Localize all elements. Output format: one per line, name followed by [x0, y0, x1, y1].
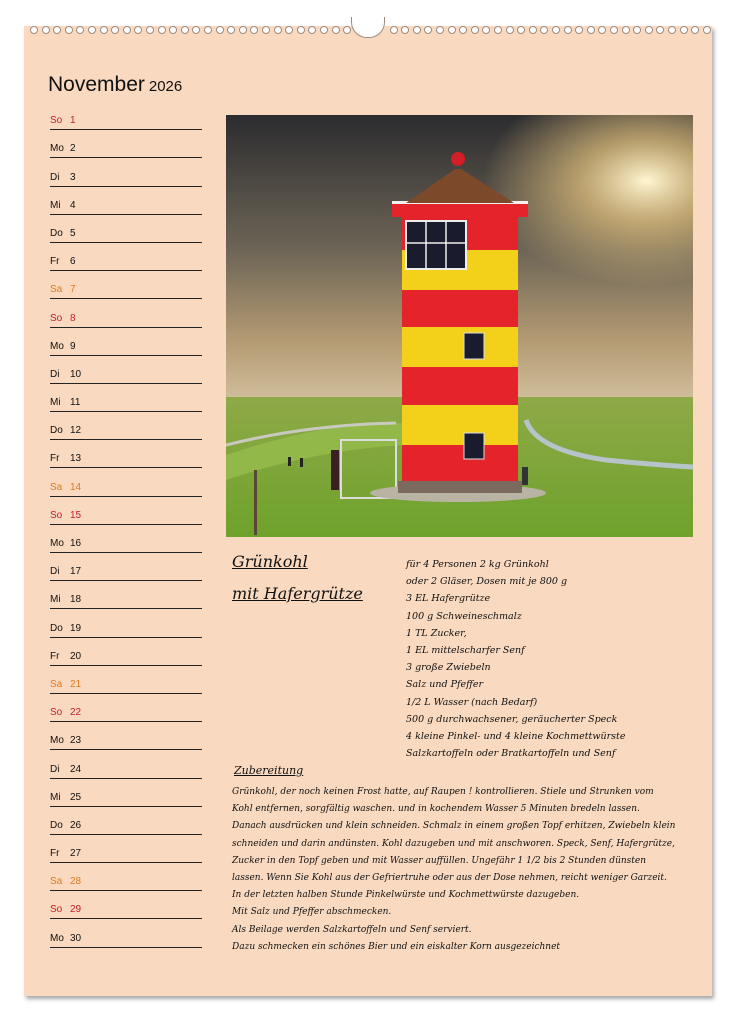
day-number: 7 — [70, 284, 76, 296]
day-number: 5 — [70, 227, 76, 239]
weekday-label: Mo — [50, 932, 64, 944]
weekday-label: Sa — [50, 678, 63, 690]
day-number: 27 — [70, 848, 82, 860]
binding-hole — [506, 26, 514, 34]
ingredients-list — [406, 556, 625, 762]
ingredient-line: 1 TL Zucker, — [406, 627, 467, 639]
day-number: 22 — [70, 707, 82, 719]
binding-hole — [204, 26, 212, 34]
day-row — [50, 863, 202, 891]
weekday-label: So — [50, 707, 63, 719]
weekday-label: So — [50, 312, 63, 324]
day-number: 17 — [70, 566, 82, 578]
binding-hole — [552, 26, 560, 34]
weekday-label: Do — [50, 227, 63, 239]
day-row — [50, 356, 202, 384]
binding-hole — [564, 26, 572, 34]
preparation-heading: Zubereitung — [234, 764, 304, 777]
month-title — [48, 73, 182, 97]
ingredient-line: für 4 Personen 2 kg Grünkohl — [406, 559, 549, 570]
weekday-label: Mi — [50, 397, 61, 409]
binding-hole — [42, 26, 50, 34]
day-row — [50, 215, 202, 243]
day-number: 14 — [70, 481, 82, 493]
day-number: 4 — [70, 199, 76, 211]
day-number: 25 — [70, 791, 82, 803]
day-row — [50, 102, 202, 130]
binding-hole — [494, 26, 502, 34]
day-row — [50, 722, 202, 750]
binding-hole — [297, 26, 305, 34]
weekday-label: Di — [50, 763, 60, 775]
day-number: 26 — [70, 819, 82, 831]
day-row — [50, 779, 202, 807]
day-row — [50, 609, 202, 637]
ingredient-line: 4 kleine Pinkel- und 4 kleine Kochmettwürste — [406, 731, 626, 743]
day-number: 3 — [70, 171, 76, 183]
day-number: 30 — [70, 932, 82, 944]
binding-hole — [250, 26, 258, 34]
preparation-line: Kohl entfernen, sorgfältig waschen. und in kochendem Wasser 5 Minuten bredeln lassen. — [232, 804, 640, 815]
lighthouse-photo — [226, 115, 693, 537]
weekday-label: Sa — [50, 284, 63, 296]
ingredient-line: 500 g durchwachsener, geräucherter Speck — [406, 713, 618, 725]
preparation-line: In der letzten halben Stunde Pinkelwürste und Kochmettwürste dazugeben. — [232, 890, 580, 901]
weekday-label: Di — [50, 171, 60, 183]
binding-hole — [459, 26, 467, 34]
day-number: 8 — [70, 312, 76, 324]
binding-hole — [691, 26, 699, 34]
weekday-label: Fr — [50, 256, 60, 268]
binding-hole — [517, 26, 525, 34]
day-row — [50, 187, 202, 215]
day-list — [50, 102, 202, 948]
day-row — [50, 384, 202, 412]
year: 2026 — [148, 78, 183, 95]
weekday-label: Mo — [50, 143, 64, 155]
binding-hole — [413, 26, 421, 34]
binding-hole — [123, 26, 131, 34]
binding-hole — [274, 26, 282, 34]
day-row — [50, 468, 202, 496]
day-row — [50, 891, 202, 919]
day-number: 2 — [70, 143, 76, 155]
binding-hole — [540, 26, 548, 34]
binding-hole — [111, 26, 119, 34]
binding-hole — [146, 26, 154, 34]
binding-hole — [668, 26, 676, 34]
day-number: 16 — [70, 538, 82, 549]
binding-hole — [76, 26, 84, 34]
day-number: 9 — [70, 340, 76, 352]
binding-hole — [100, 26, 108, 34]
day-row — [50, 666, 202, 694]
binding-hole — [158, 26, 166, 34]
weekday-label: Mo — [50, 340, 64, 352]
weekday-label: Sa — [50, 876, 63, 888]
ingredient-line: 1 EL mittelscharfer Senf — [406, 645, 525, 657]
preparation-line: Grünkohl, der noch keinen Frost hatte, auf Raupen ! kontrollieren. Stiele und Strunken vom — [232, 787, 654, 797]
binding-hole — [598, 26, 606, 34]
weekday-label: Do — [50, 425, 63, 437]
day-row — [50, 412, 202, 440]
binding-hole — [622, 26, 630, 34]
day-row — [50, 807, 202, 835]
weekday-label: Mi — [50, 199, 61, 211]
recipe-title-line1: Grünkohl — [232, 552, 308, 571]
weekday-label: So — [50, 115, 63, 127]
binding-hole — [645, 26, 653, 34]
day-row — [50, 271, 202, 299]
preparation-line: Mit Salz und Pfeffer abschmecken. — [232, 907, 392, 918]
day-number: 19 — [70, 622, 82, 634]
binding-hole — [482, 26, 490, 34]
binding-hole — [656, 26, 664, 34]
day-row — [50, 525, 202, 553]
day-number: 21 — [70, 678, 82, 690]
binding-hole — [320, 26, 328, 34]
ingredient-line: 1/2 L Wasser (nach Bedarf) — [406, 696, 538, 708]
ingredient-line: oder 2 Gläser, Dosen mit je 800 g — [406, 576, 568, 588]
day-row — [50, 835, 202, 863]
binding-hole — [285, 26, 293, 34]
binding-hole — [633, 26, 641, 34]
day-number: 1 — [70, 115, 76, 127]
binding-hole — [401, 26, 409, 34]
ingredient-line: Salzkartoffeln oder Bratkartoffeln und Senf — [406, 748, 616, 760]
day-row — [50, 130, 202, 158]
weekday-label: Di — [50, 566, 60, 578]
binding-hole — [436, 26, 444, 34]
day-number: 23 — [70, 735, 82, 747]
ingredient-line: 100 g Schweineschmalz — [406, 610, 522, 622]
day-number: 28 — [70, 876, 82, 888]
binding-hole — [448, 26, 456, 34]
preparation-line: lassen. Wenn Sie Kohl aus der Gefriertruhe oder aus der Dose nehmen, reicht weniger Garzeit. — [232, 873, 667, 884]
day-number: 11 — [70, 397, 81, 409]
ingredient-line: Salz und Pfeffer — [406, 679, 483, 691]
preparation-line: Dazu schmecken ein schönes Bier und ein eiskalter Korn ausgezeichnet — [232, 941, 561, 952]
day-row — [50, 694, 202, 722]
day-number: 24 — [70, 763, 82, 775]
binding-hole — [390, 26, 398, 34]
weekday-label: Do — [50, 622, 63, 634]
binding-hole — [332, 26, 340, 34]
binding-hole — [703, 26, 711, 34]
binding-hole — [181, 26, 189, 34]
ingredient-line: 3 EL Hafergrütze — [406, 593, 491, 605]
day-number: 20 — [70, 650, 82, 662]
weekday-label: Fr — [50, 848, 60, 860]
preparation-line: schneiden und darin andünsten. Kohl dazugeben und mit anschworen. Speck, Senf, Hafergrütze, — [232, 838, 675, 849]
binding-hole — [424, 26, 432, 34]
day-number: 10 — [70, 368, 82, 380]
binding-hole — [88, 26, 96, 34]
binding-hole — [587, 26, 595, 34]
day-row — [50, 553, 202, 581]
weekday-label: So — [50, 904, 63, 916]
preparation-line: Zucker in den Topf geben und mit Wasser auffüllen. Ungefähr 1 1/2 bis 2 Stunden dünsten — [232, 855, 647, 866]
day-row — [50, 638, 202, 666]
preparation-text — [232, 784, 682, 956]
binding-hole — [65, 26, 73, 34]
binding-hole — [134, 26, 142, 34]
binding-hole — [192, 26, 200, 34]
day-row — [50, 243, 202, 271]
preparation-line: Danach ausdrücken und klein schneiden. Schmalz in einem großen Topf erhitzen, Zwiebeln klein — [232, 821, 676, 832]
day-row — [50, 299, 202, 327]
weekday-label: Mi — [50, 791, 61, 803]
weekday-label: Fr — [50, 453, 60, 465]
day-number: 12 — [70, 425, 82, 437]
day-number: 29 — [70, 904, 82, 916]
binding-hole — [575, 26, 583, 34]
binding-hole — [529, 26, 537, 34]
weekday-label: Mi — [50, 594, 61, 606]
ingredient-line: 3 große Zwiebeln — [406, 662, 491, 674]
weekday-label: So — [50, 509, 63, 521]
binding-hole — [471, 26, 479, 34]
binding-hole — [53, 26, 61, 34]
day-row — [50, 919, 202, 947]
recipe-title-line2: mit Hafergrütze — [232, 584, 363, 603]
day-row — [50, 440, 202, 468]
binding-hole — [262, 26, 270, 34]
weekday-label: Mo — [50, 735, 64, 747]
day-number: 6 — [70, 256, 76, 268]
binding-hole — [239, 26, 247, 34]
binding-hole — [308, 26, 316, 34]
binding-hole — [227, 26, 235, 34]
day-row — [50, 158, 202, 186]
day-number: 18 — [70, 594, 82, 606]
binding-hole — [680, 26, 688, 34]
binding-hole — [30, 26, 38, 34]
day-row — [50, 328, 202, 356]
binding-hole — [169, 26, 177, 34]
day-row — [50, 750, 202, 778]
day-number: 15 — [70, 509, 82, 521]
day-row — [50, 581, 202, 609]
weekday-label: Fr — [50, 650, 60, 662]
day-row — [50, 497, 202, 525]
weekday-label: Mo — [50, 538, 64, 549]
preparation-line: Als Beilage werden Salzkartoffeln und Senf serviert. — [232, 924, 472, 935]
binding-hole — [610, 26, 618, 34]
binding-hole — [343, 26, 351, 34]
weekday-label: Sa — [50, 481, 63, 493]
month-name: November — [48, 73, 145, 96]
weekday-label: Di — [50, 368, 60, 380]
weekday-label: Do — [50, 819, 63, 831]
day-number: 13 — [70, 453, 82, 465]
binding-hole — [216, 26, 224, 34]
